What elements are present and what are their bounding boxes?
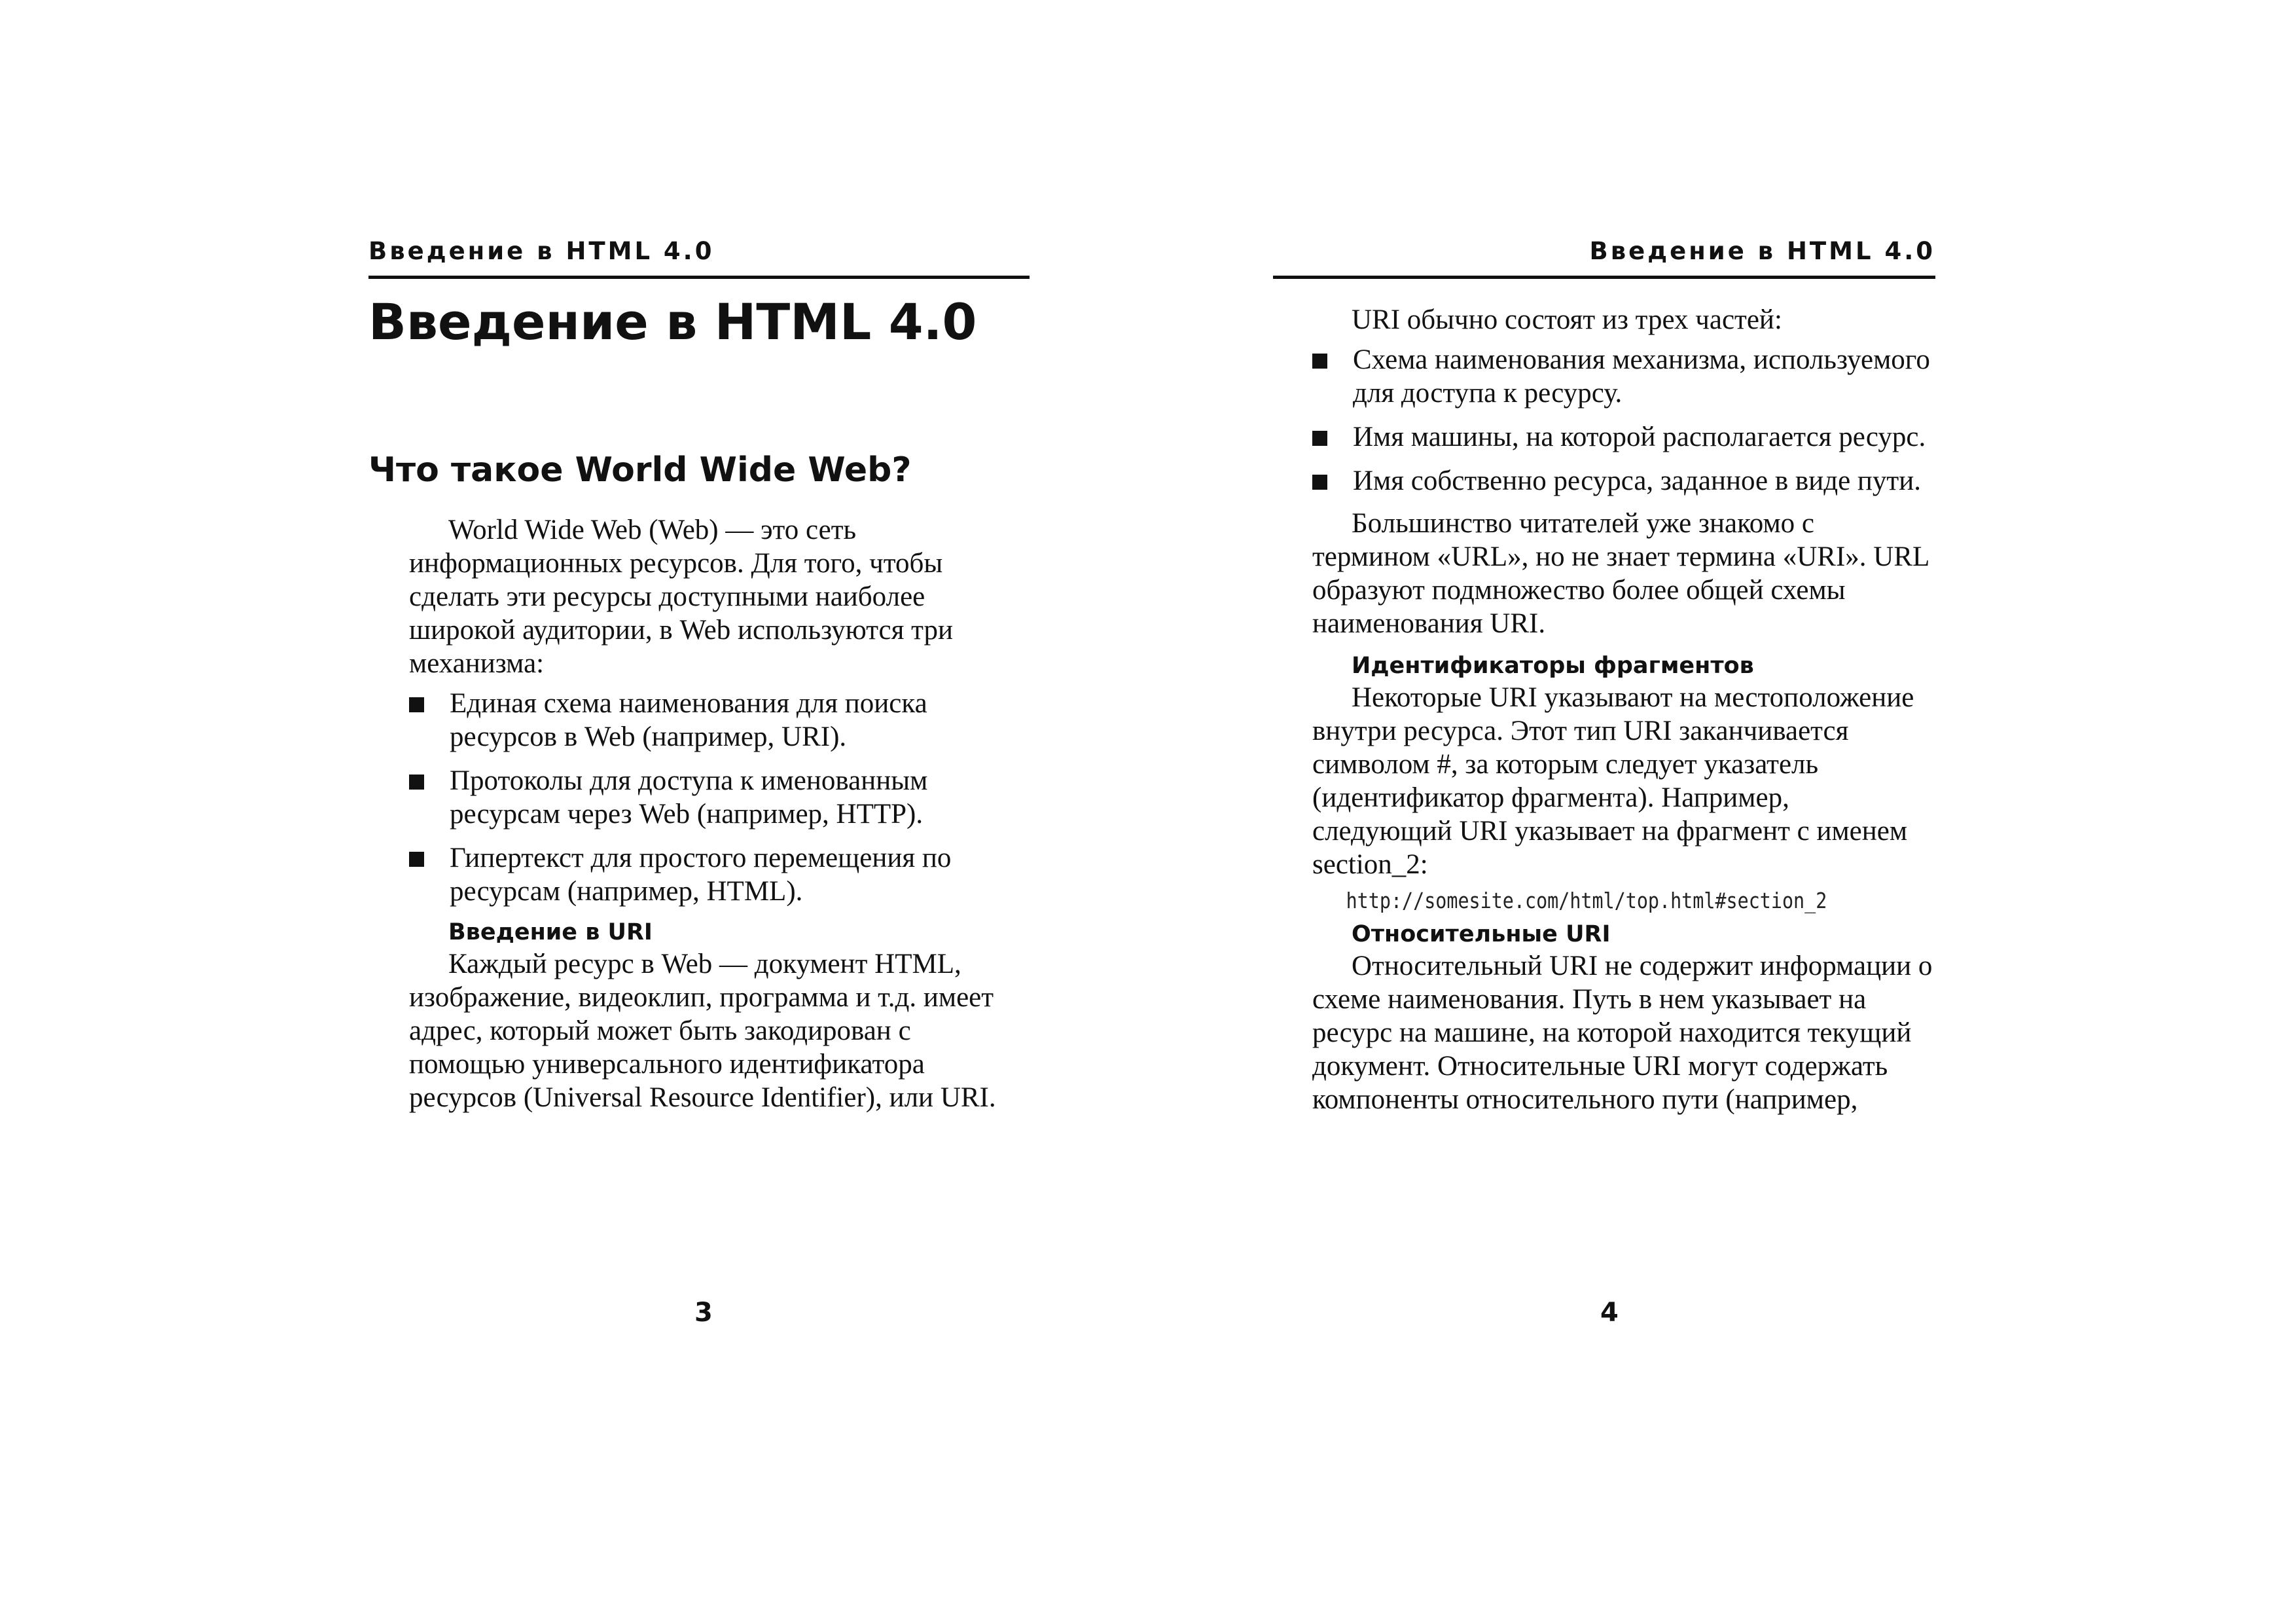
section-heading: Что такое World Wide Web? xyxy=(368,450,912,490)
list-item: Схема наименования механизма, используемого для доступа к ресурсу. xyxy=(1312,343,1934,410)
list-item: Имя собственно ресурса, заданное в виде пути. xyxy=(1312,464,1934,498)
bullet-square-icon xyxy=(1312,431,1327,446)
bullet-square-icon xyxy=(409,775,424,790)
running-head: Введение в HTML 4.0 xyxy=(1589,237,1935,265)
page-number: 4 xyxy=(1600,1298,1619,1328)
list-item: Протоколы для доступа к именованным ресурсам через Web (например, HTTP). xyxy=(409,764,1024,831)
header-rule xyxy=(368,276,1030,279)
bullet-square-icon xyxy=(409,697,424,712)
bullet-square-icon xyxy=(409,852,424,867)
chapter-title: Введение в HTML 4.0 xyxy=(368,293,977,351)
list-item: Имя машины, на которой располагается ресурс. xyxy=(1312,420,1934,454)
mechanisms-list xyxy=(409,687,1024,908)
list-item: Гипертекст для простого перемещения по ресурсам (например, HTML). xyxy=(409,841,1024,908)
page-number: 3 xyxy=(694,1298,713,1328)
bullet-square-icon xyxy=(1312,354,1327,369)
uri-parts-list xyxy=(1312,343,1934,498)
lead-line: URI обычно состоят из трех частей: xyxy=(1352,304,1782,335)
code-example: http://somesite.com/html/top.html#section_2 xyxy=(1346,888,1827,913)
list-item: Единая схема наименования для поиска ресурсов в Web (например, URI). xyxy=(409,687,1024,754)
header-rule xyxy=(1273,276,1935,279)
url-paragraph: Большинство читателей уже знакомо с термином «URL», но не знает термина «URI». URL образуют подмножество более общей схемы наименования URI. xyxy=(1312,508,1929,639)
fragments-paragraph: Некоторые URI указывают на местоположение внутри ресурса. Этот тип URI заканчивается символом #, за которым следует указатель (идентификатор фрагмента). Например, следующий URI указывает на фрагмент с именем section_2: xyxy=(1312,682,1914,880)
bullet-square-icon xyxy=(1312,475,1327,490)
relative-paragraph: Относительный URI не содержит информации о схеме наименования. Путь в нем указывает на ресурс на машине, на которой находится текущий документ. Относительные URI могут содержать компоненты относительного пути (например, xyxy=(1312,951,1933,1115)
left-body xyxy=(409,513,1024,1114)
running-head: Введение в HTML 4.0 xyxy=(368,237,715,265)
uri-paragraph: Каждый ресурс в Web — документ HTML, изображение, видеоклип, программа и т.д. имеет адрес, который может быть закодирован с помощью универсального идентификатора ресурсов (Universal Resource Identifier), или URI. xyxy=(409,949,996,1113)
intro-paragraph: World Wide Web (Web) — это сеть информационных ресурсов. Для того, чтобы сделать эти ресурсы доступными наиболее широкой аудитории, в Web используются три механизма: xyxy=(409,515,953,679)
subheading-uri: Введение в URI xyxy=(448,919,653,945)
subheading-fragments: Идентификаторы фрагментов xyxy=(1352,653,1754,679)
subheading-relative: Относительные URI xyxy=(1352,921,1611,947)
right-body xyxy=(1312,303,1934,1116)
